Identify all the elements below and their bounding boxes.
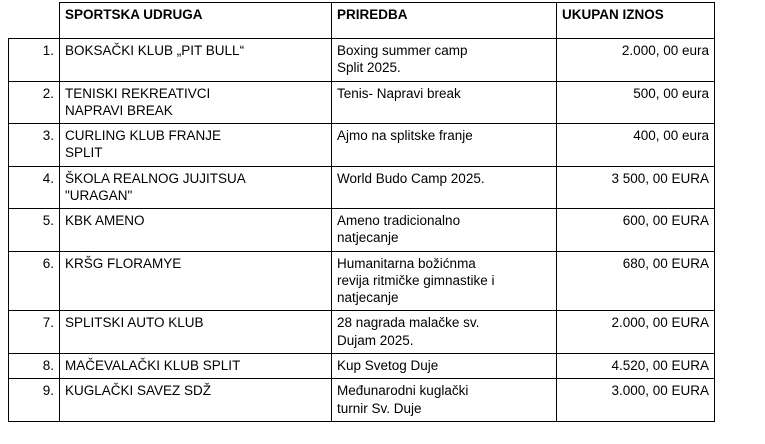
row-organization <box>60 39 332 82</box>
row-organization <box>60 166 332 209</box>
sports-grants-table <box>8 2 715 422</box>
event-line: Humanitarna božićnma <box>337 255 476 271</box>
event-line: turnir Sv. Duje <box>337 400 422 416</box>
row-organization <box>60 311 332 354</box>
table-row <box>9 39 715 82</box>
row-organization <box>60 353 332 378</box>
row-amount: 3.000, 00 EURA <box>557 379 715 422</box>
row-number: 2. <box>9 81 60 124</box>
row-organization <box>60 81 332 124</box>
row-event <box>332 209 557 252</box>
event-line: 28 nagrada malačke sv. <box>337 315 480 331</box>
document-page <box>0 2 765 444</box>
row-amount: 680, 00 EURA <box>557 251 715 311</box>
event-line: Kup Svetog Duje <box>337 357 439 373</box>
organization-line: KUGLAČKI SAVEZ SDŽ <box>65 383 212 399</box>
row-event <box>332 379 557 422</box>
row-event <box>332 81 557 124</box>
row-event <box>332 124 557 167</box>
organization-line: CURLING KLUB FRANJE <box>65 128 222 144</box>
organization-line: KRŠG FLORAMYE <box>65 255 182 271</box>
organization-line: SPLIT <box>65 145 103 161</box>
row-number: 7. <box>9 311 60 354</box>
event-line: natjecanje <box>337 230 399 246</box>
event-line: Tenis- Napravi break <box>337 85 461 101</box>
event-line: Split 2025. <box>337 60 401 76</box>
table-row <box>9 166 715 209</box>
column-header-organization: SPORTSKA UDRUGA <box>60 3 332 39</box>
row-number: 4. <box>9 166 60 209</box>
row-amount: 4.520, 00 EURA <box>557 353 715 378</box>
row-organization <box>60 124 332 167</box>
row-organization <box>60 209 332 252</box>
table-row <box>9 353 715 378</box>
organization-line: ŠKOLA REALNOG JUJITSUA <box>65 170 246 186</box>
row-amount: 600, 00 EURA <box>557 209 715 252</box>
organization-line: MAČEVALAČKI KLUB SPLIT <box>65 357 241 373</box>
organization-line: KBK AMENO <box>65 213 145 229</box>
table-row <box>9 251 715 311</box>
row-amount: 500, 00 eura <box>557 81 715 124</box>
event-line: Boxing summer camp <box>337 43 468 58</box>
column-header-event: PRIREDBA <box>332 3 557 39</box>
table-row <box>9 311 715 354</box>
row-number: 3. <box>9 124 60 167</box>
row-amount: 3 500, 00 EURA <box>557 166 715 209</box>
row-event <box>332 166 557 209</box>
event-line: Dujam 2025. <box>337 332 414 348</box>
table-row <box>9 379 715 422</box>
column-header-amount: UKUPAN IZNOS <box>557 3 715 39</box>
row-amount: 2.000, 00 EURA <box>557 311 715 354</box>
organization-line: TENISKI REKREATIVCI <box>65 85 211 101</box>
event-line: World Budo Camp 2025. <box>337 170 485 186</box>
table-header-row <box>9 3 715 39</box>
row-event <box>332 39 557 82</box>
row-organization <box>60 379 332 422</box>
table-row <box>9 81 715 124</box>
row-number: 1. <box>9 39 60 82</box>
row-amount: 2.000, 00 eura <box>557 39 715 82</box>
event-line: Međunarodni kuglački <box>337 383 469 399</box>
row-event <box>332 353 557 378</box>
row-amount: 400, 00 eura <box>557 124 715 167</box>
table-row <box>9 209 715 252</box>
table-row <box>9 124 715 167</box>
row-number: 5. <box>9 209 60 252</box>
column-header-number <box>9 3 60 39</box>
event-line: revija ritmičke gimnastike i <box>337 272 495 288</box>
event-line: Ameno tradicionalno <box>337 213 461 229</box>
organization-line: SPLITSKI AUTO KLUB <box>65 315 204 331</box>
table-body <box>9 39 715 422</box>
organization-line: BOKSAČKI KLUB „PIT BULL“ <box>65 43 245 58</box>
row-number: 8. <box>9 353 60 378</box>
row-event <box>332 251 557 311</box>
event-line: Ajmo na splitske franje <box>337 128 473 144</box>
row-number: 9. <box>9 379 60 422</box>
row-number: 6. <box>9 251 60 311</box>
event-line: natjecanje <box>337 290 399 306</box>
table-header <box>9 3 715 39</box>
organization-line: NAPRAVI BREAK <box>65 102 173 118</box>
row-event <box>332 311 557 354</box>
row-organization <box>60 251 332 311</box>
organization-line: "URAGAN" <box>65 187 133 203</box>
